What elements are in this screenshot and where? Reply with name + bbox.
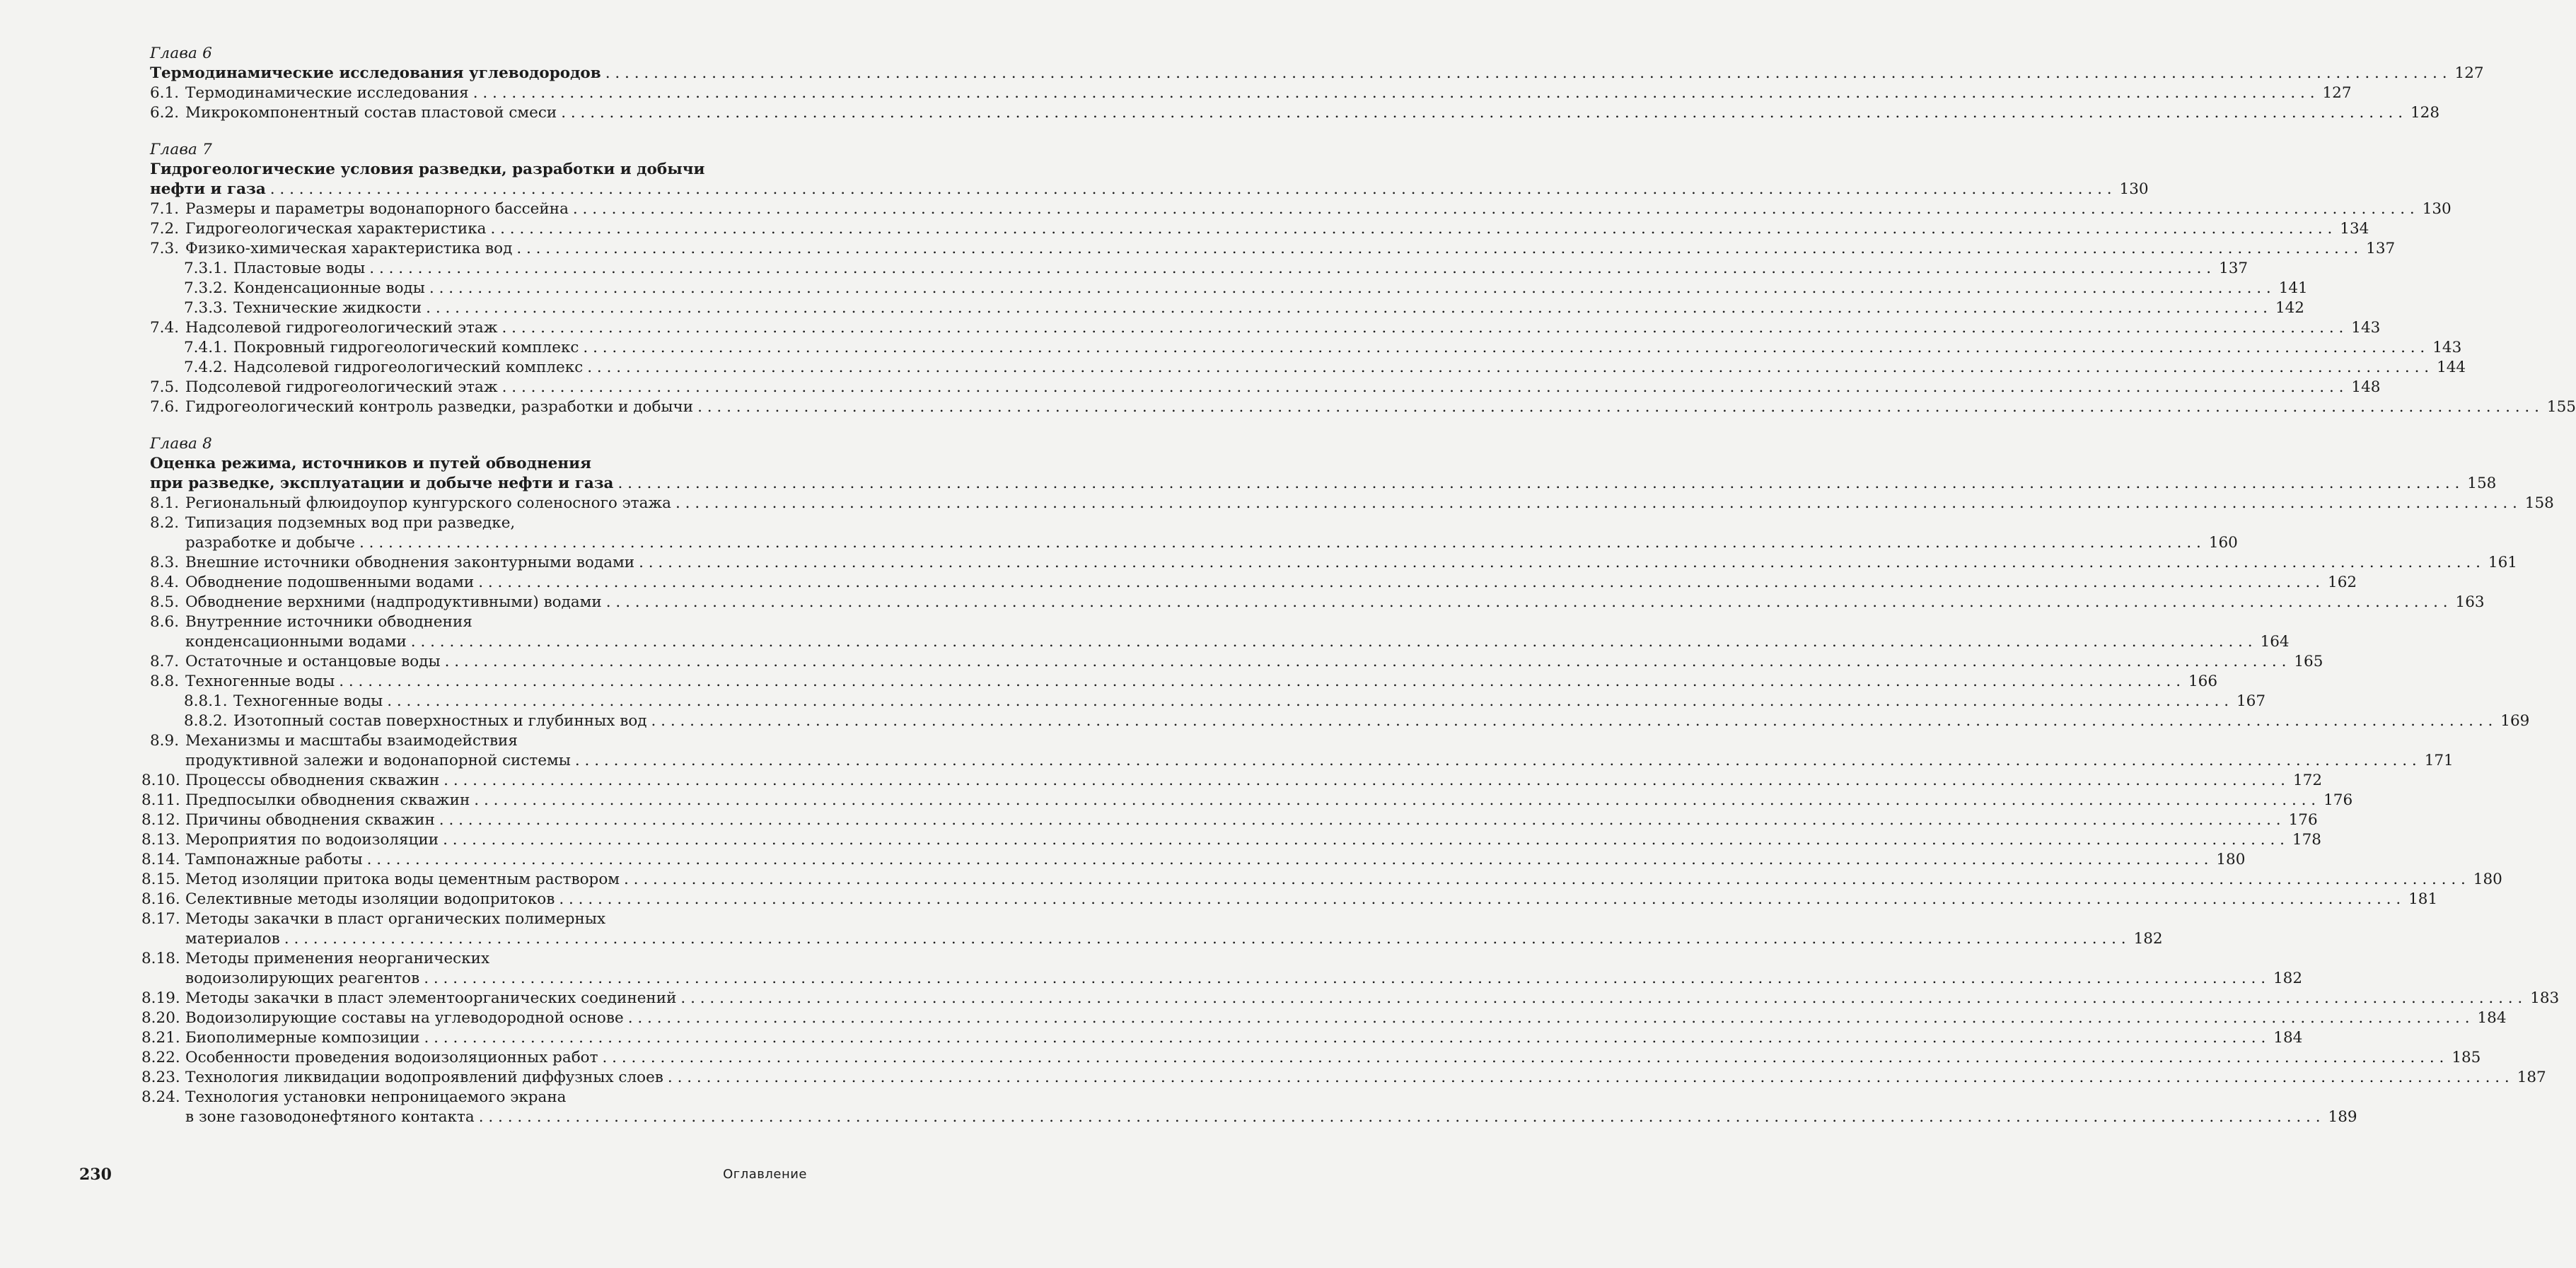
dot-leader [424,969,2265,989]
chapter-label: Глава 6 [150,45,212,62]
dot-leader [367,850,2209,870]
entry-text: материалов [185,930,280,948]
entry-text: Водоизолирующие составы на углеводородной основе [185,1009,624,1027]
dot-leader [603,1048,2444,1068]
page-ref: 161 [2488,554,2517,571]
toc-entry-line [150,513,804,533]
toc-entry-line [141,909,804,929]
entry-number: 8.15. [141,871,180,888]
page-ref: 169 [2500,712,2530,730]
page-ref: 182 [2133,930,2163,948]
page-ref: 148 [2351,378,2381,396]
entry-number: 8.8.1. [184,692,228,710]
toc-entry[interactable] [150,672,2218,692]
page-ref: 137 [2366,240,2396,257]
chapter-title: при разведке, эксплуатации и добыче нефти и газа [150,475,614,492]
toc-entry[interactable] [141,771,2323,791]
dot-leader [502,318,2344,338]
entry-text: Подсолевой гидрогеологический этаж [185,378,498,396]
entry-text: Методы применения неорганических [185,950,490,967]
toc-entry[interactable] [150,259,2249,279]
entry-number: 8.13. [141,831,180,849]
chapter-section [150,44,2484,123]
chapter-title-line: Гидрогеологические условия разведки, разработки и добычи [150,161,705,178]
entry-text: Методы закачки в пласт органических полимерных [185,910,606,928]
toc-entry-line [150,612,804,632]
toc-entry[interactable] [150,929,2163,949]
page-ref: 185 [2452,1049,2481,1066]
dot-leader [668,1068,2510,1088]
entry-number: 8.24. [141,1088,180,1106]
entry-number: 7.5. [150,378,180,396]
toc-entry[interactable] [141,1048,2481,1068]
table-of-contents [141,44,2576,1144]
entry-text: Конденсационные воды [233,279,425,297]
dot-leader [479,1107,2321,1127]
entry-number: 8.20. [141,1009,180,1027]
page-ref: 184 [2273,1029,2303,1047]
dot-leader [270,180,2112,199]
toc-entry[interactable] [150,751,2454,771]
dot-leader [424,1028,2265,1048]
dot-leader [443,771,2285,791]
page-ref: 144 [2437,359,2466,376]
page-ref: 128 [2410,104,2440,122]
page-ref: 182 [2273,970,2303,987]
entry-number: 7.3. [150,240,180,257]
entry-number: 8.17. [141,910,180,928]
toc-entry[interactable] [150,378,2381,397]
entry-text: Гидрогеологическая характеристика [185,220,487,238]
toc-entry[interactable] [150,533,2238,553]
entry-text: Особенности проведения водоизоляционных работ [185,1049,598,1066]
page-ref: 166 [2188,673,2218,690]
dot-leader [587,358,2429,378]
dot-leader [583,338,2425,358]
chapter-title: Термодинамические исследования углеводородов [150,64,601,82]
toc-entry[interactable] [141,1028,2303,1048]
toc-entry[interactable] [141,1068,2546,1088]
page-ref: 142 [2275,299,2304,317]
entry-number: 8.12. [141,811,180,829]
entry-number: 8.16. [141,890,180,908]
page-ref: 162 [2328,574,2357,591]
chapter-title-entry[interactable] [150,474,2497,494]
entry-text: Мероприятия по водоизоляции [185,831,439,849]
entry-text: продуктивной залежи и водонапорной системы [185,752,571,769]
dot-leader [387,692,2229,711]
dot-leader [490,219,2332,239]
entry-number: 7.3.2. [184,279,228,297]
chapter-title-entry[interactable] [150,180,2149,199]
entry-number: 7.2. [150,220,180,238]
entry-text: Остаточные и останцовые воды [185,653,441,670]
page-ref: 158 [2467,475,2497,492]
toc-entry[interactable] [150,279,2308,298]
entry-number: 6.1. [150,84,180,102]
entry-text: Надсолевой гидрогеологический комплекс [233,359,584,376]
toc-entry[interactable] [150,593,2485,612]
page-ref: 158 [2524,494,2554,512]
dot-leader [439,810,2281,830]
page-ref: 176 [2323,791,2353,809]
page-footer [79,1165,807,1187]
entry-text: Механизмы и масштабы взаимодействия [185,732,518,750]
entry-number: 8.14. [141,851,180,868]
toc-entry[interactable] [141,1008,2507,1028]
page-ref: 127 [2454,64,2484,82]
entry-text: Надсолевой гидрогеологический этаж [185,319,498,337]
entry-text: Биополимерные композиции [185,1029,420,1047]
page-ref: 130 [2119,180,2149,198]
entry-number: 8.4. [150,574,180,591]
toc-entry-line [141,949,804,969]
dot-leader [445,652,2287,672]
page-ref: 160 [2208,534,2238,552]
page-ref: 134 [2340,220,2369,238]
page-ref: 127 [2322,84,2352,102]
entry-number: 8.8. [150,673,180,690]
page-ref: 171 [2424,752,2454,769]
running-title: Оглавление [723,1167,807,1182]
page-number: 230 [79,1165,112,1184]
page-ref: 141 [2278,279,2308,297]
dot-leader [606,593,2448,612]
toc-entry[interactable] [150,652,2323,672]
toc-entry[interactable] [150,692,2266,711]
page-ref: 189 [2328,1108,2357,1126]
entry-number: 8.19. [141,989,180,1007]
entry-text: Метод изоляции притока воды цементным раствором [185,871,620,888]
chapter-section [150,140,2576,417]
entry-text: водоизолирующих реагентов [185,970,420,987]
dot-leader [559,890,2401,909]
chapter-label: Глава 8 [150,435,212,453]
entry-text: Покровный гидрогеологический комплекс [233,339,579,356]
toc-entry[interactable] [150,1107,2357,1127]
entry-text: в зоне газоводонефтяного контакта [185,1108,475,1126]
page-ref: 180 [2473,871,2502,888]
chapter-title-entry[interactable] [150,64,2484,83]
entry-number: 8.7. [150,653,180,670]
entry-text: Обводнение подошвенными водами [185,574,475,591]
entry-text: Обводнение верхними (надпродуктивными) водами [185,593,602,611]
page-ref: 165 [2294,653,2323,670]
dot-leader [628,1008,2470,1028]
page-ref: 164 [2260,633,2290,651]
dot-leader [561,103,2403,123]
toc-entry[interactable] [150,199,2452,219]
entry-text: Технические жидкости [233,299,422,317]
entry-text: Селективные методы изоляции водопритоков [185,890,555,908]
dot-leader [369,259,2211,279]
page-ref: 180 [2216,851,2246,868]
toc-entry[interactable] [150,494,2554,513]
entry-number: 8.21. [141,1029,180,1047]
entry-text: Пластовые воды [233,260,366,277]
dot-leader [502,378,2344,397]
dot-leader [575,751,2417,771]
page-ref: 176 [2288,811,2318,829]
entry-text: Изотопный состав поверхностных и глубинных вод [233,712,647,730]
page-ref: 143 [2432,339,2462,356]
toc-entry[interactable] [141,890,2438,909]
page-ref: 183 [2530,989,2560,1007]
toc-entry[interactable] [141,850,2246,870]
entry-number: 7.4.2. [184,359,228,376]
entry-number: 8.6. [150,613,180,631]
page-ref: 184 [2477,1009,2507,1027]
entry-text: Внешние источники обводнения законтурными водами [185,554,635,571]
entry-number: 8.8.2. [184,712,228,730]
toc-entry[interactable] [150,219,2369,239]
chapter-section [141,434,2560,1127]
dot-leader [284,929,2126,949]
page-ref: 137 [2219,260,2249,277]
toc-entry[interactable] [141,989,2560,1008]
page-ref: 181 [2408,890,2438,908]
dot-leader [478,573,2320,593]
dot-leader [516,239,2358,259]
entry-text: Гидрогеологический контроль разведки, разработки и добычи [185,398,694,416]
dot-leader [429,279,2271,298]
dot-leader [697,397,2539,417]
dot-leader [411,632,2253,652]
toc-entry[interactable] [150,338,2462,358]
toc-entry[interactable] [150,298,2304,318]
dot-leader [617,474,2459,494]
entry-text: Размеры и параметры водонапорного бассейна [185,200,569,218]
entry-text: Техногенные воды [233,692,383,710]
entry-number: 7.1. [150,200,180,218]
entry-text: Региональный флюидоупор кунгурского соленосного этажа [185,494,671,512]
entry-number: 8.23. [141,1069,180,1086]
chapter-title-line: Оценка режима, источников и путей обводнения [150,455,591,472]
toc-entry[interactable] [150,632,2290,652]
toc-entry-line [141,1088,804,1107]
entry-number: 7.3.1. [184,260,228,277]
page-ref: 130 [2422,200,2452,218]
entry-text: Технология ликвидации водопроявлений диффузных слоев [185,1069,663,1086]
entry-number: 8.3. [150,554,180,571]
entry-number: 8.18. [141,950,180,967]
toc-entry[interactable] [150,83,2352,103]
entry-text: Технология установки непроницаемого экрана [185,1088,567,1106]
dot-leader [675,494,2517,513]
toc-entry[interactable] [150,711,2530,731]
page-ref: 155 [2546,398,2576,416]
entry-number: 6.2. [150,104,180,122]
entry-text: Физико-химическая характеристика вод [185,240,513,257]
toc-entry-line [150,731,804,751]
toc-entry[interactable] [141,830,2321,850]
entry-number: 8.9. [150,732,180,750]
toc-entry[interactable] [150,103,2440,123]
entry-text: конденсационными водами [185,633,407,651]
entry-text: Методы закачки в пласт элементоорганических соединений [185,989,677,1007]
dot-leader [443,830,2285,850]
entry-number: 7.3.3. [184,299,228,317]
chapter-title: нефти и газа [150,180,266,198]
dot-leader [624,870,2466,890]
entry-text: Предпосылки обводнения скважин [185,791,470,809]
toc-entry[interactable] [150,397,2576,417]
entry-text: Техногенные воды [185,673,335,690]
entry-number: 8.10. [141,772,180,789]
toc-entry[interactable] [150,573,2357,593]
entry-text: разработке и добыче [185,534,356,552]
dot-leader [605,64,2447,83]
page-ref: 178 [2292,831,2321,849]
entry-text: Микрокомпонентный состав пластовой смеси [185,104,557,122]
toc-entry[interactable] [141,810,2318,830]
entry-number: 8.22. [141,1049,180,1066]
chapter-label: Глава 7 [150,141,212,158]
toc-entry[interactable] [150,969,2303,989]
page-ref: 187 [2517,1069,2546,1086]
entry-number: 7.6. [150,398,180,416]
dot-leader [573,199,2415,219]
entry-text: Термодинамические исследования [185,84,469,102]
entry-number: 8.11. [141,791,180,809]
entry-number: 7.4.1. [184,339,228,356]
entry-number: 8.2. [150,514,180,532]
dot-leader [359,533,2201,553]
dot-leader [339,672,2181,692]
page-ref: 172 [2292,772,2323,789]
entry-number: 8.1. [150,494,180,512]
toc-entry[interactable] [150,318,2381,338]
toc-entry[interactable] [141,791,2353,810]
toc-entry[interactable] [141,870,2502,890]
page-ref: 167 [2236,692,2266,710]
entry-text: Внутренние источники обводнения [185,613,472,631]
entry-number: 7.4. [150,319,180,337]
dot-leader [680,989,2522,1008]
dot-leader [639,553,2481,573]
entry-text: Тампонажные работы [185,851,363,868]
toc-entry[interactable] [150,239,2396,259]
entry-number: 8.5. [150,593,180,611]
toc-entry[interactable] [150,553,2517,573]
dot-leader [473,83,2315,103]
toc-entry[interactable] [150,358,2466,378]
dot-leader [426,298,2268,318]
entry-text: Процессы обводнения скважин [185,772,440,789]
dot-leader [651,711,2493,731]
entry-text: Причины обводнения скважин [185,811,435,829]
page-ref: 143 [2351,319,2381,337]
page-ref: 163 [2455,593,2485,611]
entry-text: Типизация подземных вод при разведке, [185,514,516,532]
dot-leader [474,791,2316,810]
